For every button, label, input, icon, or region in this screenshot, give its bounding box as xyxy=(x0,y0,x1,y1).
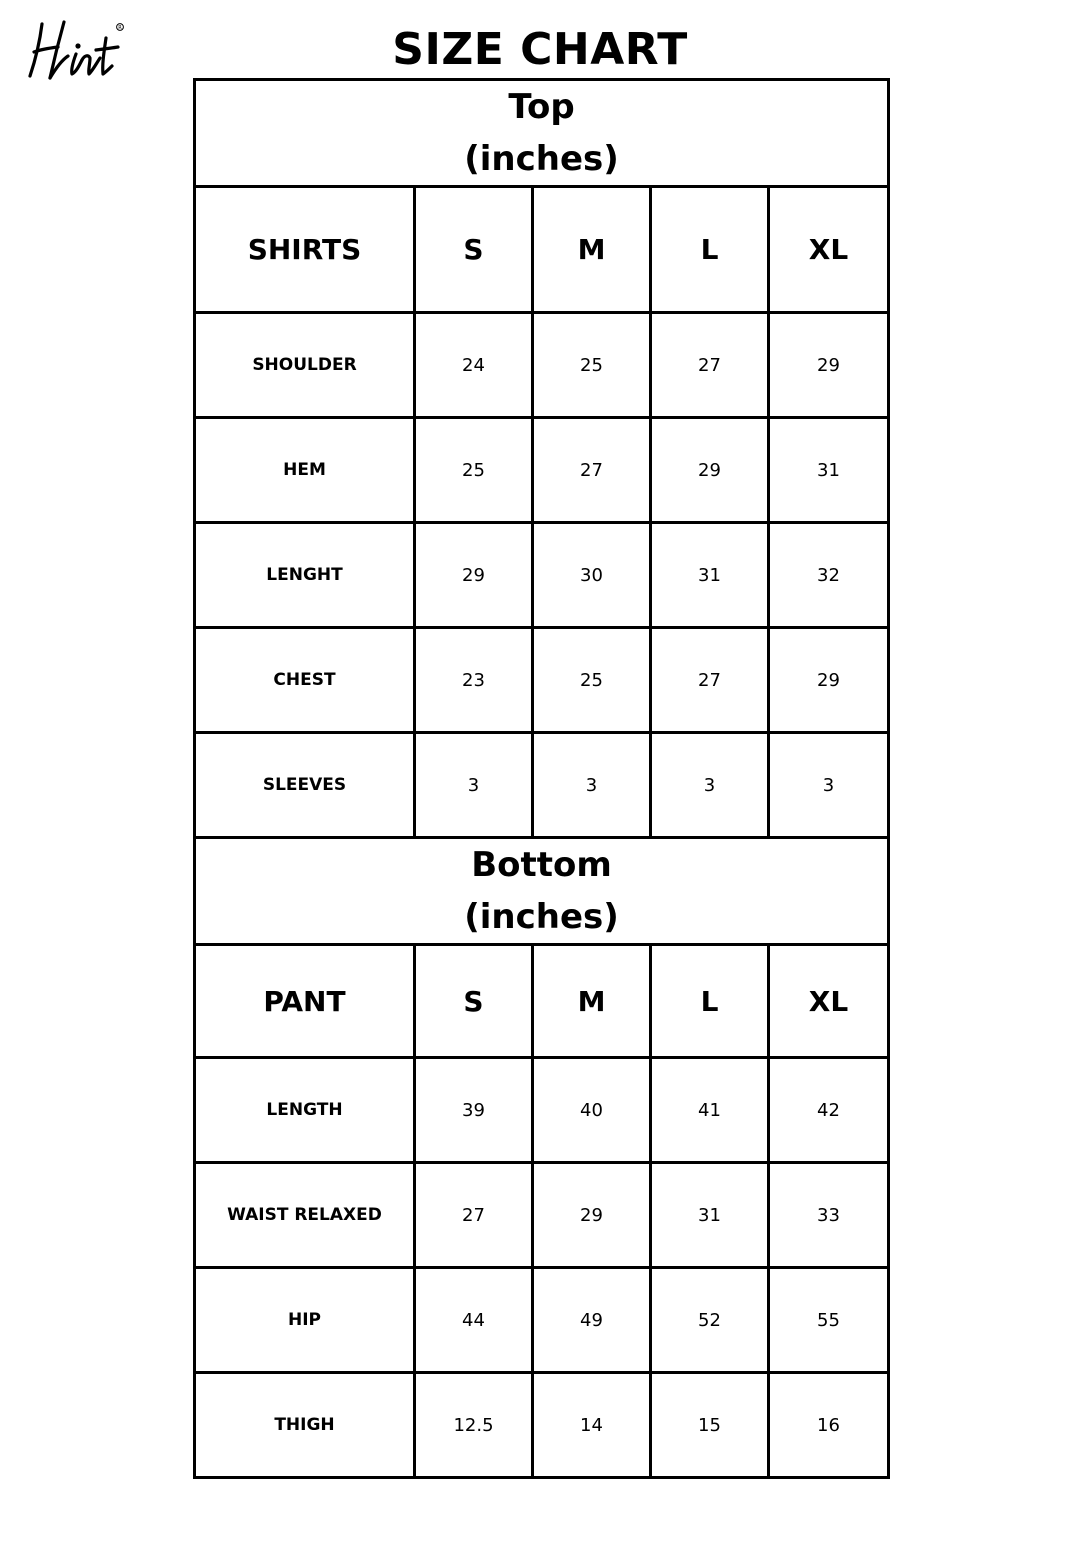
table-cell: 12.5 xyxy=(415,1373,533,1478)
table-cell: 25 xyxy=(533,628,651,733)
svg-text:R: R xyxy=(118,25,122,31)
top-heading: Top xyxy=(508,87,575,127)
bottom-column-header-row xyxy=(195,945,889,1058)
bottom-size-header: M xyxy=(533,945,651,1058)
row-label: WAIST RELAXED xyxy=(195,1163,415,1268)
bottom-size-header: XL xyxy=(769,945,889,1058)
top-size-header: M xyxy=(533,187,651,313)
top-unit: (inches) xyxy=(464,139,619,179)
bottom-section-title xyxy=(195,838,889,945)
size-chart-table xyxy=(193,78,890,1479)
top-size-header: S xyxy=(415,187,533,313)
top-column-header-row xyxy=(195,187,889,313)
table-cell: 23 xyxy=(415,628,533,733)
row-label: HEM xyxy=(195,418,415,523)
table-cell: 15 xyxy=(651,1373,769,1478)
table-cell: 29 xyxy=(769,313,889,418)
top-section-header xyxy=(195,80,889,187)
table-cell: 52 xyxy=(651,1268,769,1373)
row-label: LENGHT xyxy=(195,523,415,628)
table-cell: 27 xyxy=(533,418,651,523)
bottom-size-header: L xyxy=(651,945,769,1058)
table-cell: 14 xyxy=(533,1373,651,1478)
bottom-section-header xyxy=(195,838,889,945)
bottom-unit: (inches) xyxy=(464,897,619,937)
table-cell: 40 xyxy=(533,1058,651,1163)
top-size-header: L xyxy=(651,187,769,313)
top-section-title xyxy=(195,80,889,187)
table-row xyxy=(195,418,889,523)
table-cell: 31 xyxy=(769,418,889,523)
top-category-header: SHIRTS xyxy=(195,187,415,313)
bottom-size-header: S xyxy=(415,945,533,1058)
table-cell: 44 xyxy=(415,1268,533,1373)
table-cell: 29 xyxy=(769,628,889,733)
table-row xyxy=(195,733,889,838)
table-cell: 29 xyxy=(651,418,769,523)
table-cell: 32 xyxy=(769,523,889,628)
table-cell: 3 xyxy=(651,733,769,838)
table-cell: 16 xyxy=(769,1373,889,1478)
table-cell: 31 xyxy=(651,1163,769,1268)
table-cell: 39 xyxy=(415,1058,533,1163)
table-cell: 27 xyxy=(651,628,769,733)
table-row xyxy=(195,628,889,733)
table-cell: 25 xyxy=(533,313,651,418)
table-cell: 27 xyxy=(651,313,769,418)
table-cell: 25 xyxy=(415,418,533,523)
table-cell: 30 xyxy=(533,523,651,628)
row-label: SLEEVES xyxy=(195,733,415,838)
table-cell: 3 xyxy=(415,733,533,838)
bottom-heading: Bottom xyxy=(471,845,612,885)
bottom-category-header: PANT xyxy=(195,945,415,1058)
table-cell: 24 xyxy=(415,313,533,418)
row-label: CHEST xyxy=(195,628,415,733)
table-cell: 27 xyxy=(415,1163,533,1268)
table-cell: 49 xyxy=(533,1268,651,1373)
table-cell: 29 xyxy=(533,1163,651,1268)
table-row xyxy=(195,1373,889,1478)
table-row xyxy=(195,1163,889,1268)
table-row xyxy=(195,523,889,628)
table-cell: 41 xyxy=(651,1058,769,1163)
table-cell: 33 xyxy=(769,1163,889,1268)
table-cell: 42 xyxy=(769,1058,889,1163)
row-label: SHOULDER xyxy=(195,313,415,418)
table-row xyxy=(195,1268,889,1373)
row-label: THIGH xyxy=(195,1373,415,1478)
row-label: LENGTH xyxy=(195,1058,415,1163)
row-label: HIP xyxy=(195,1268,415,1373)
table-cell: 3 xyxy=(533,733,651,838)
page-title: SIZE CHART xyxy=(392,24,688,75)
table-cell: 31 xyxy=(651,523,769,628)
table-cell: 29 xyxy=(415,523,533,628)
top-size-header: XL xyxy=(769,187,889,313)
table-cell: 3 xyxy=(769,733,889,838)
table-row xyxy=(195,1058,889,1163)
table-row xyxy=(195,313,889,418)
table-cell: 55 xyxy=(769,1268,889,1373)
